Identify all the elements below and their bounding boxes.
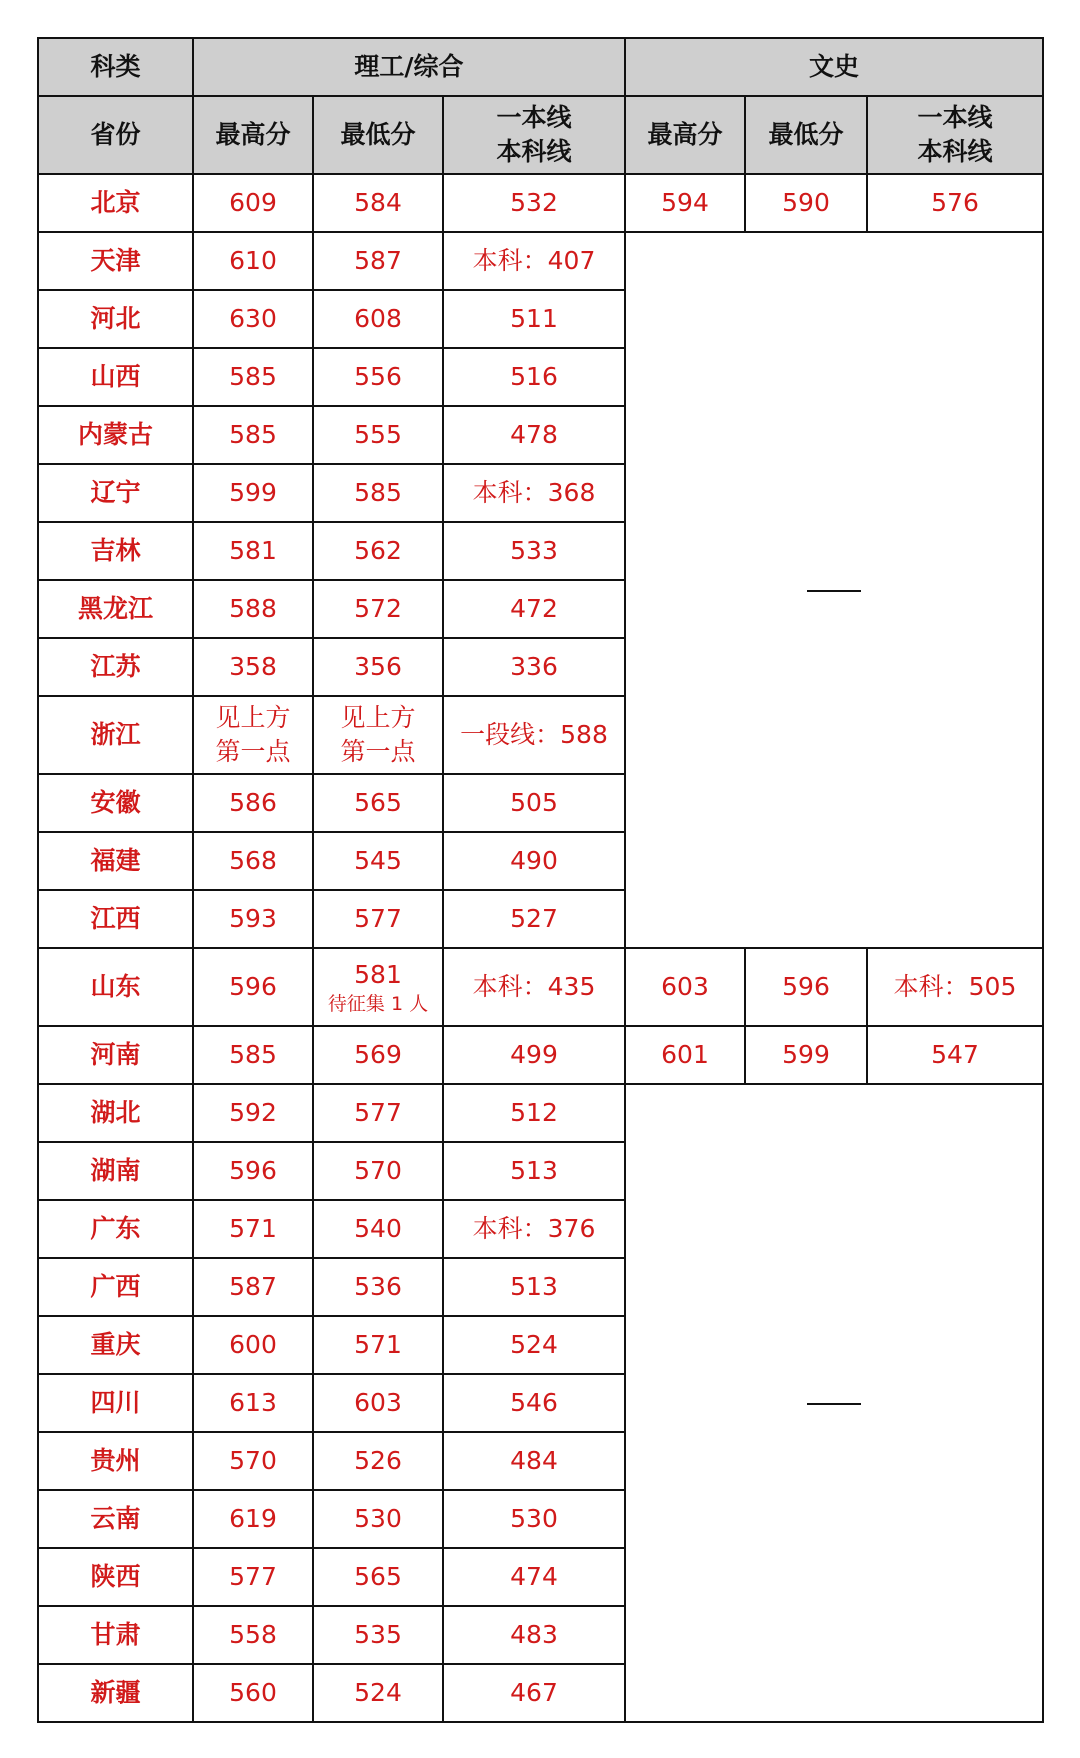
table-row — [38, 1026, 1043, 1084]
science-max-cell: 599 — [193, 464, 313, 522]
science-min-cell: 570 — [313, 1142, 443, 1200]
science-min-cell: 603 — [313, 1374, 443, 1432]
header-science-line-1: 一本线 — [496, 103, 572, 133]
science-line-cell: 483 — [443, 1606, 625, 1664]
science-line-cell: 467 — [443, 1664, 625, 1722]
science-min-cell: 535 — [313, 1606, 443, 1664]
header-science-min: 最低分 — [313, 96, 443, 174]
province-cell: 吉林 — [38, 522, 193, 580]
header-arts: 文史 — [625, 38, 1043, 96]
science-max-cell: 571 — [193, 1200, 313, 1258]
province-cell: 安徽 — [38, 774, 193, 832]
see-above-text: 见上方 — [215, 703, 291, 733]
province-cell: 广西 — [38, 1258, 193, 1316]
science-min-cell: 526 — [313, 1432, 443, 1490]
science-max-cell: 358 — [193, 638, 313, 696]
province-cell: 云南 — [38, 1490, 193, 1548]
science-max-cell: 630 — [193, 290, 313, 348]
science-min-cell: 569 — [313, 1026, 443, 1084]
science-min-cell — [313, 948, 443, 1026]
arts-max-cell: 601 — [625, 1026, 745, 1084]
header-science-line — [443, 96, 625, 174]
first-point-text: 第一点 — [215, 737, 291, 766]
table-row — [38, 1084, 1043, 1142]
province-cell: 湖南 — [38, 1142, 193, 1200]
see-above-text: 见上方 — [340, 703, 416, 733]
province-cell: 重庆 — [38, 1316, 193, 1374]
science-min-cell: 524 — [313, 1664, 443, 1722]
science-min-value: 581 — [354, 959, 402, 989]
science-max-cell: 609 — [193, 174, 313, 232]
header-arts-line — [867, 96, 1043, 174]
province-cell: 浙江 — [38, 696, 193, 774]
province-cell: 天津 — [38, 232, 193, 290]
science-max-cell: 585 — [193, 1026, 313, 1084]
pending-note: 待征集 1 人 — [327, 992, 429, 1015]
arts-no-data-cell-upper — [625, 232, 1043, 948]
science-min-cell: 584 — [313, 174, 443, 232]
province-cell: 内蒙古 — [38, 406, 193, 464]
province-cell: 福建 — [38, 832, 193, 890]
province-cell: 北京 — [38, 174, 193, 232]
science-max-cell: 585 — [193, 406, 313, 464]
province-cell: 河南 — [38, 1026, 193, 1084]
science-max-cell: 596 — [193, 1142, 313, 1200]
science-line-cell: 本科：368 — [443, 464, 625, 522]
science-max-cell: 613 — [193, 1374, 313, 1432]
arts-max-cell: 603 — [625, 948, 745, 1026]
science-max-cell: 592 — [193, 1084, 313, 1142]
science-line-cell: 505 — [443, 774, 625, 832]
science-max-cell: 577 — [193, 1548, 313, 1606]
science-line-cell: 511 — [443, 290, 625, 348]
science-line-cell: 513 — [443, 1142, 625, 1200]
science-line-cell: 336 — [443, 638, 625, 696]
province-cell: 贵州 — [38, 1432, 193, 1490]
science-line-cell: 524 — [443, 1316, 625, 1374]
province-cell: 江苏 — [38, 638, 193, 696]
science-line-cell: 516 — [443, 348, 625, 406]
science-line-cell: 本科：376 — [443, 1200, 625, 1258]
header-arts-line-2: 本科线 — [917, 137, 993, 166]
province-cell: 黑龙江 — [38, 580, 193, 638]
science-max-cell: 596 — [193, 948, 313, 1026]
province-cell: 陕西 — [38, 1548, 193, 1606]
header-row-category — [38, 38, 1043, 96]
science-max-cell: 600 — [193, 1316, 313, 1374]
dash-mark — [807, 590, 861, 592]
header-arts-max: 最高分 — [625, 96, 745, 174]
science-min-cell: 572 — [313, 580, 443, 638]
arts-min-cell: 599 — [745, 1026, 867, 1084]
science-max-cell: 610 — [193, 232, 313, 290]
table-row — [38, 948, 1043, 1026]
science-max-cell: 587 — [193, 1258, 313, 1316]
science-line-cell: 546 — [443, 1374, 625, 1432]
science-min-cell: 577 — [313, 1084, 443, 1142]
province-cell: 河北 — [38, 290, 193, 348]
science-max-cell: 586 — [193, 774, 313, 832]
table-row — [38, 232, 1043, 290]
header-arts-min: 最低分 — [745, 96, 867, 174]
science-min-cell: 585 — [313, 464, 443, 522]
header-arts-line-1: 一本线 — [917, 103, 993, 133]
arts-max-cell: 594 — [625, 174, 745, 232]
province-cell: 广东 — [38, 1200, 193, 1258]
science-line-cell: 本科：435 — [443, 948, 625, 1026]
science-max-cell — [193, 696, 313, 774]
province-cell: 山东 — [38, 948, 193, 1026]
science-max-cell: 558 — [193, 1606, 313, 1664]
science-line-cell: 一段线：588 — [443, 696, 625, 774]
admission-scores-table — [37, 37, 1044, 1723]
province-cell: 新疆 — [38, 1664, 193, 1722]
science-line-cell: 533 — [443, 522, 625, 580]
science-line-cell: 472 — [443, 580, 625, 638]
science-line-cell: 499 — [443, 1026, 625, 1084]
arts-line-cell: 本科：505 — [867, 948, 1043, 1026]
header-province: 省份 — [38, 96, 193, 174]
science-line-cell: 484 — [443, 1432, 625, 1490]
science-line-cell: 513 — [443, 1258, 625, 1316]
science-min-cell: 555 — [313, 406, 443, 464]
science-line-cell: 530 — [443, 1490, 625, 1548]
science-line-cell: 478 — [443, 406, 625, 464]
science-line-cell: 512 — [443, 1084, 625, 1142]
science-max-cell: 588 — [193, 580, 313, 638]
header-category: 科类 — [38, 38, 193, 96]
science-min-cell: 545 — [313, 832, 443, 890]
province-cell: 山西 — [38, 348, 193, 406]
science-line-cell: 474 — [443, 1548, 625, 1606]
science-min-cell: 577 — [313, 890, 443, 948]
science-min-cell: 565 — [313, 1548, 443, 1606]
science-max-cell: 581 — [193, 522, 313, 580]
science-max-cell: 560 — [193, 1664, 313, 1722]
province-cell: 甘肃 — [38, 1606, 193, 1664]
science-min-cell: 540 — [313, 1200, 443, 1258]
province-cell: 江西 — [38, 890, 193, 948]
province-cell: 辽宁 — [38, 464, 193, 522]
science-min-cell — [313, 696, 443, 774]
header-science: 理工/综合 — [193, 38, 625, 96]
science-min-cell: 562 — [313, 522, 443, 580]
table-row — [38, 174, 1043, 232]
header-science-line-2: 本科线 — [496, 137, 572, 166]
science-line-cell: 527 — [443, 890, 625, 948]
science-max-cell: 619 — [193, 1490, 313, 1548]
science-min-cell: 536 — [313, 1258, 443, 1316]
first-point-text: 第一点 — [340, 737, 416, 766]
province-cell: 湖北 — [38, 1084, 193, 1142]
header-row-columns — [38, 96, 1043, 174]
arts-min-cell: 596 — [745, 948, 867, 1026]
science-min-cell: 530 — [313, 1490, 443, 1548]
science-max-cell: 585 — [193, 348, 313, 406]
header-science-max: 最高分 — [193, 96, 313, 174]
science-min-cell: 556 — [313, 348, 443, 406]
science-min-cell: 587 — [313, 232, 443, 290]
arts-line-cell: 576 — [867, 174, 1043, 232]
science-line-cell: 532 — [443, 174, 625, 232]
arts-no-data-cell-lower — [625, 1084, 1043, 1722]
science-max-cell: 570 — [193, 1432, 313, 1490]
science-min-cell: 608 — [313, 290, 443, 348]
science-max-cell: 593 — [193, 890, 313, 948]
arts-line-cell: 547 — [867, 1026, 1043, 1084]
dash-mark — [807, 1403, 861, 1405]
province-cell: 四川 — [38, 1374, 193, 1432]
science-min-cell: 565 — [313, 774, 443, 832]
arts-min-cell: 590 — [745, 174, 867, 232]
science-min-cell: 356 — [313, 638, 443, 696]
science-line-cell: 490 — [443, 832, 625, 890]
science-max-cell: 568 — [193, 832, 313, 890]
science-line-cell: 本科：407 — [443, 232, 625, 290]
science-min-cell: 571 — [313, 1316, 443, 1374]
